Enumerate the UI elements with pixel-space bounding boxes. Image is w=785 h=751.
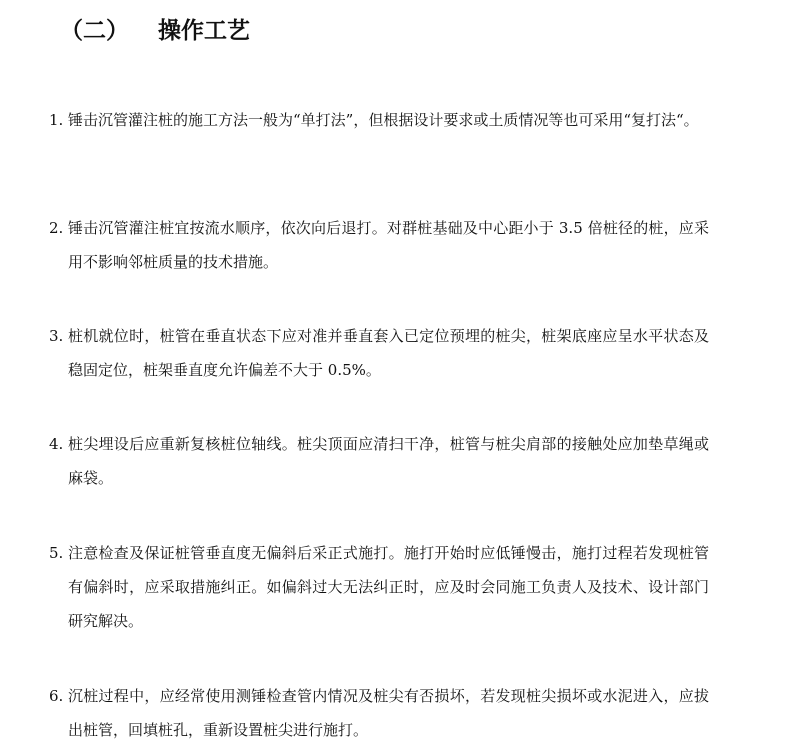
list-item xyxy=(49,211,709,279)
list-item xyxy=(49,103,709,137)
list-item xyxy=(49,536,709,638)
section-title: 操作工艺 xyxy=(158,18,250,44)
list-item-text: 桩机就位时，桩管在垂直状态下应对准并垂直套入已定位预埋的桩尖，桩架底座应呈水平状态及稳固定位，桩架垂直度允许偏差不大于 0.5%。 xyxy=(68,327,709,379)
list-item-text: 锤击沉管灌注桩宜按流水顺序，依次向后退打。对群桩基础及中心距小于 3.5 倍桩径的桩，应采用不影响邻桩质量的技术措施。 xyxy=(68,219,709,271)
list-item-text: 锤击沉管灌注桩的施工方法一般为“单打法”，但根据设计要求或土质情况等也可采用“复打法“。 xyxy=(68,111,699,129)
list-item xyxy=(49,427,709,495)
list-item-index: 4. xyxy=(49,435,64,453)
list-item-text: 注意检查及保证桩管垂直度无偏斜后采正式施打。施打开始时应低锤慢击，施打过程若发现桩管有偏斜时，应采取措施纠正。如偏斜过大无法纠正时，应及时会同施工负责人及技术、设计部门研究解决。 xyxy=(68,544,709,630)
list-item-index: 2. xyxy=(49,219,64,237)
list-item xyxy=(49,319,709,387)
list-item-index: 6. xyxy=(49,687,64,705)
list-item-text: 桩尖埋设后应重新复核桩位轴线。桩尖顶面应清扫干净，桩管与桩尖肩部的接触处应加垫草绳或麻袋。 xyxy=(68,435,709,487)
section-number: （二） xyxy=(60,18,129,44)
list-item-index: 1. xyxy=(49,111,64,129)
list-item-index: 3. xyxy=(49,327,64,345)
list-item xyxy=(49,679,709,747)
list-item-text: 沉桩过程中，应经常使用测锤检查管内情况及桩尖有否损坏，若发现桩尖损坏或水泥进入，应拔出桩管，回填桩孔，重新设置桩尖进行施打。 xyxy=(68,687,709,739)
list-item-index: 5. xyxy=(49,544,64,562)
section-heading xyxy=(60,14,250,48)
